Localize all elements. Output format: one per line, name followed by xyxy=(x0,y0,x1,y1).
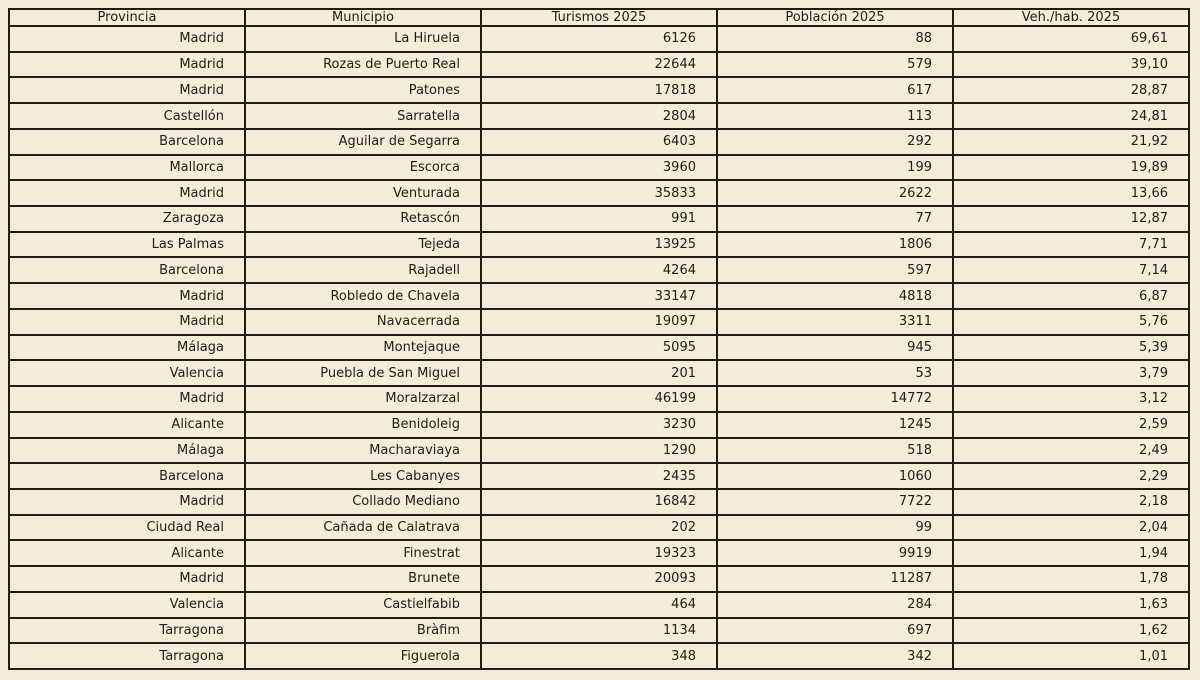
table-cell: 202 xyxy=(481,515,717,541)
column-header-poblacion: Población 2025 xyxy=(717,9,953,26)
table-row xyxy=(9,412,1189,438)
table-cell: Retascón xyxy=(245,206,481,232)
table-cell: 2,18 xyxy=(953,489,1189,515)
table-cell: 3,12 xyxy=(953,386,1189,412)
table-cell: 7,14 xyxy=(953,257,1189,283)
table-cell: 11287 xyxy=(717,566,953,592)
table-cell: 2804 xyxy=(481,103,717,129)
table-row xyxy=(9,155,1189,181)
table-cell: 3,79 xyxy=(953,360,1189,386)
table-cell: 7722 xyxy=(717,489,953,515)
table-cell: Alicante xyxy=(9,540,245,566)
table-row xyxy=(9,438,1189,464)
table-cell: Castellón xyxy=(9,103,245,129)
table-cell: Valencia xyxy=(9,360,245,386)
table-cell: 199 xyxy=(717,155,953,181)
table-cell: 19323 xyxy=(481,540,717,566)
table-cell: Benidoleig xyxy=(245,412,481,438)
table-cell: Brunete xyxy=(245,566,481,592)
table-cell: 16842 xyxy=(481,489,717,515)
table-row xyxy=(9,643,1189,669)
table-cell: 1060 xyxy=(717,463,953,489)
table-cell: 579 xyxy=(717,52,953,78)
table-cell: 28,87 xyxy=(953,77,1189,103)
table-cell: Robledo de Chavela xyxy=(245,283,481,309)
table-cell: 22644 xyxy=(481,52,717,78)
table-row xyxy=(9,618,1189,644)
table-cell: Navacerrada xyxy=(245,309,481,335)
table-cell: 6,87 xyxy=(953,283,1189,309)
table-cell: Málaga xyxy=(9,335,245,361)
vehicles-per-capita-table xyxy=(8,8,1190,670)
table-cell: Tarragona xyxy=(9,643,245,669)
table-cell: 19,89 xyxy=(953,155,1189,181)
table-cell: 5,76 xyxy=(953,309,1189,335)
table-cell: 6126 xyxy=(481,26,717,52)
table-row xyxy=(9,463,1189,489)
table-cell: Barcelona xyxy=(9,129,245,155)
table-row xyxy=(9,232,1189,258)
table-cell: 617 xyxy=(717,77,953,103)
table-row xyxy=(9,26,1189,52)
table-cell: 19097 xyxy=(481,309,717,335)
table-cell: Finestrat xyxy=(245,540,481,566)
table-body xyxy=(9,26,1189,669)
table-row xyxy=(9,103,1189,129)
table-cell: 9919 xyxy=(717,540,953,566)
table-cell: 53 xyxy=(717,360,953,386)
table-cell: Montejaque xyxy=(245,335,481,361)
table-cell: 991 xyxy=(481,206,717,232)
vehicles-per-capita-table-container xyxy=(8,8,1190,670)
table-cell: 464 xyxy=(481,592,717,618)
table-cell: 4818 xyxy=(717,283,953,309)
table-cell: Puebla de San Miguel xyxy=(245,360,481,386)
table-row xyxy=(9,77,1189,103)
table-cell: 1806 xyxy=(717,232,953,258)
table-cell: 2435 xyxy=(481,463,717,489)
table-cell: 35833 xyxy=(481,180,717,206)
table-cell: 13925 xyxy=(481,232,717,258)
table-cell: 2622 xyxy=(717,180,953,206)
table-cell: 24,81 xyxy=(953,103,1189,129)
table-cell: 2,04 xyxy=(953,515,1189,541)
table-cell: Rozas de Puerto Real xyxy=(245,52,481,78)
table-cell: 39,10 xyxy=(953,52,1189,78)
table-cell: 14772 xyxy=(717,386,953,412)
table-cell: Madrid xyxy=(9,489,245,515)
table-cell: Cañada de Calatrava xyxy=(245,515,481,541)
table-cell: Macharaviaya xyxy=(245,438,481,464)
table-cell: Madrid xyxy=(9,180,245,206)
table-cell: Valencia xyxy=(9,592,245,618)
table-cell: La Hiruela xyxy=(245,26,481,52)
table-cell: Barcelona xyxy=(9,463,245,489)
table-cell: Madrid xyxy=(9,386,245,412)
table-row xyxy=(9,206,1189,232)
table-cell: 13,66 xyxy=(953,180,1189,206)
table-cell: 3311 xyxy=(717,309,953,335)
table-cell: 1290 xyxy=(481,438,717,464)
table-cell: 2,29 xyxy=(953,463,1189,489)
table-cell: Madrid xyxy=(9,52,245,78)
table-head xyxy=(9,9,1189,26)
table-cell: 113 xyxy=(717,103,953,129)
table-cell: 342 xyxy=(717,643,953,669)
table-cell: Sarratella xyxy=(245,103,481,129)
table-cell: Figuerola xyxy=(245,643,481,669)
table-cell: 2,59 xyxy=(953,412,1189,438)
table-cell: 20093 xyxy=(481,566,717,592)
table-cell: 5,39 xyxy=(953,335,1189,361)
column-header-veh-hab: Veh./hab. 2025 xyxy=(953,9,1189,26)
table-cell: Les Cabanyes xyxy=(245,463,481,489)
table-cell: Madrid xyxy=(9,26,245,52)
table-cell: 1245 xyxy=(717,412,953,438)
table-cell: Patones xyxy=(245,77,481,103)
table-cell: 77 xyxy=(717,206,953,232)
table-cell: 3960 xyxy=(481,155,717,181)
table-cell: 6403 xyxy=(481,129,717,155)
table-cell: Aguilar de Segarra xyxy=(245,129,481,155)
table-cell: 1,78 xyxy=(953,566,1189,592)
table-cell: Las Palmas xyxy=(9,232,245,258)
column-header-municipio: Municipio xyxy=(245,9,481,26)
table-cell: Alicante xyxy=(9,412,245,438)
table-cell: Barcelona xyxy=(9,257,245,283)
table-cell: Escorca xyxy=(245,155,481,181)
table-row xyxy=(9,180,1189,206)
table-cell: Collado Mediano xyxy=(245,489,481,515)
table-cell: Ciudad Real xyxy=(9,515,245,541)
column-header-provincia: Provincia xyxy=(9,9,245,26)
table-cell: Madrid xyxy=(9,566,245,592)
table-cell: Rajadell xyxy=(245,257,481,283)
table-cell: Madrid xyxy=(9,77,245,103)
table-cell: 284 xyxy=(717,592,953,618)
table-row xyxy=(9,515,1189,541)
table-cell: 292 xyxy=(717,129,953,155)
table-cell: 945 xyxy=(717,335,953,361)
table-cell: Tejeda xyxy=(245,232,481,258)
table-row xyxy=(9,360,1189,386)
table-cell: 88 xyxy=(717,26,953,52)
table-row xyxy=(9,283,1189,309)
table-header-row xyxy=(9,9,1189,26)
table-row xyxy=(9,52,1189,78)
table-cell: 1,62 xyxy=(953,618,1189,644)
table-cell: Bràfim xyxy=(245,618,481,644)
table-cell: 518 xyxy=(717,438,953,464)
table-cell: Madrid xyxy=(9,283,245,309)
table-cell: 69,61 xyxy=(953,26,1189,52)
table-cell: Zaragoza xyxy=(9,206,245,232)
table-cell: 1,94 xyxy=(953,540,1189,566)
table-row xyxy=(9,386,1189,412)
table-cell: Tarragona xyxy=(9,618,245,644)
table-cell: Mallorca xyxy=(9,155,245,181)
table-row xyxy=(9,257,1189,283)
table-cell: 46199 xyxy=(481,386,717,412)
table-cell: Castielfabib xyxy=(245,592,481,618)
table-cell: Málaga xyxy=(9,438,245,464)
table-row xyxy=(9,489,1189,515)
table-cell: 4264 xyxy=(481,257,717,283)
table-row xyxy=(9,566,1189,592)
table-cell: Moralzarzal xyxy=(245,386,481,412)
table-cell: 1,01 xyxy=(953,643,1189,669)
table-row xyxy=(9,335,1189,361)
table-cell: 201 xyxy=(481,360,717,386)
table-cell: 348 xyxy=(481,643,717,669)
table-cell: Madrid xyxy=(9,309,245,335)
table-cell: 5095 xyxy=(481,335,717,361)
table-row xyxy=(9,540,1189,566)
table-cell: 7,71 xyxy=(953,232,1189,258)
table-row xyxy=(9,309,1189,335)
table-row xyxy=(9,129,1189,155)
table-cell: 2,49 xyxy=(953,438,1189,464)
table-cell: 1,63 xyxy=(953,592,1189,618)
table-cell: Venturada xyxy=(245,180,481,206)
table-cell: 21,92 xyxy=(953,129,1189,155)
column-header-turismos: Turismos 2025 xyxy=(481,9,717,26)
table-cell: 1134 xyxy=(481,618,717,644)
table-cell: 12,87 xyxy=(953,206,1189,232)
table-row xyxy=(9,592,1189,618)
table-cell: 17818 xyxy=(481,77,717,103)
table-cell: 697 xyxy=(717,618,953,644)
table-cell: 597 xyxy=(717,257,953,283)
table-cell: 33147 xyxy=(481,283,717,309)
table-cell: 3230 xyxy=(481,412,717,438)
table-cell: 99 xyxy=(717,515,953,541)
